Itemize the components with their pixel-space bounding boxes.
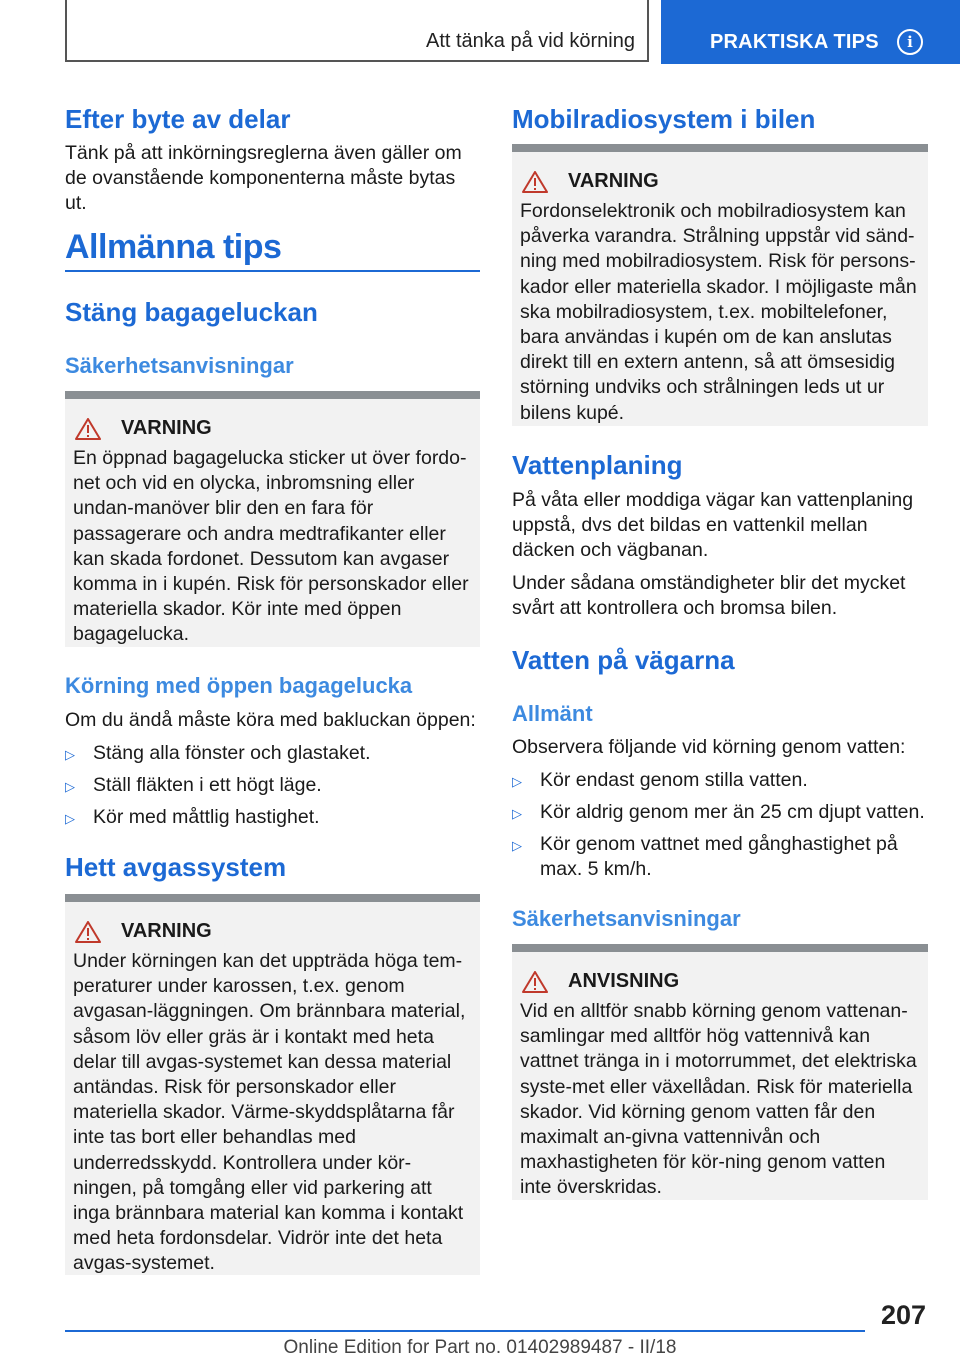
warning-icon (522, 171, 548, 193)
trunk-safety-title: Säkerhetsanvisningar (65, 353, 294, 378)
bullet-triangle-icon: ▷ (512, 838, 522, 853)
open-trunk-intro: Om du ändå måste köra med bakluckan öppen: (65, 709, 476, 731)
open-trunk-section (65, 708, 480, 830)
water-section (512, 735, 928, 882)
section-tab-label[interactable]: PRAKTISKA TIPS (710, 31, 879, 53)
open-trunk-list (65, 741, 480, 830)
warning-label: VARNING (121, 920, 212, 942)
notice-label: ANVISNING (568, 970, 680, 992)
water-notice-box (512, 944, 928, 1200)
list-item: ▷ Stäng alla fönster och glastaket. (65, 741, 480, 766)
exhaust-warning-box (65, 894, 480, 1275)
list-item: ▷ Ställ fläkten i ett högt läge. (65, 773, 480, 798)
edition-text: Online Edition for Part no. 01402989487 - II/18 (283, 1337, 677, 1358)
warning-label: VARNING (568, 170, 659, 192)
page-number: 207 (880, 1300, 926, 1330)
warning-text: Fordonselektronik och mobilradiosystem kan påverka varandra. Strålning uppstår vid sänd-ning med mobilradiosystem. Risk för persons-kador eller materiella skador. I möjligaste mån ska mobilradiosystem, t.ex. mobiltelefoner, bara användas i kupén om de kan anslutas direkt till en extern antenn, så att ömsesidig störning undviks och strålningen leds ut ur bilens kupé. (520, 200, 917, 424)
warning-text: Under körningen kan det uppträda höga tem-peraturer under karossen, t.ex. genom avgasan-läggningen. Om brännbara material, såsom löv eller gräs är i kontakt med heta delar till avgas-systemet kan dessa material antändas. Risk för personskador eller materiella skador. Värme-skyddsplåtarna får inte tas bort eller behandlas med underredsskydd. Kontrollera under kör-ningen, på tomgång eller vid parkering att inga brännbara material kan komma i kontakt med heta fordonsdelar. Vidrör inte det heta avgas-systemet. (73, 950, 466, 1275)
trunk-title: Stäng bagageluckan (65, 297, 318, 327)
general-tips-rule (65, 270, 480, 272)
bullet-triangle-icon: ▷ (512, 806, 522, 821)
bullet-triangle-icon: ▷ (65, 779, 75, 794)
list-item: ▷ Kör aldrig genom mer än 25 cm djupt vatten. (512, 800, 928, 825)
warning-label: VARNING (121, 417, 212, 439)
bullet-triangle-icon: ▷ (65, 747, 75, 762)
chapter-title: Att tänka på vid körning (425, 30, 635, 52)
aquaplaning-title: Vattenplaning (512, 450, 683, 480)
list-item: ▷ Kör genom vattnet med gånghastighet på max. 5 km/h. (512, 833, 898, 880)
bullet-triangle-icon: ▷ (512, 774, 522, 789)
info-icon[interactable]: i (897, 29, 923, 55)
aquaplaning-section (512, 488, 928, 621)
list-item: ▷ Kör endast genom stilla vatten. (512, 768, 928, 793)
water-safety-title: Säkerhetsanvisningar (512, 906, 741, 931)
notice-text: Vid en alltför snabb körning genom vattenan-samlingar med alltför hög vattennivå kan vattnet tränga in i motorrummet, det elektriska syste-met eller växellådan. Risk för materiella skador. Vid körning genom vatten får den maximalt an-givna vattennivån och maxhastigheten för kör-ning genom vatten inte överskridas. (520, 1000, 917, 1199)
after-parts-section (65, 104, 480, 216)
warning-text: En öppnad bagagelucka sticker ut över fordo-net och vid en olycka, inbromsning eller undan-manöver blir den en fara för passagerare och andra medtrafikanter eller kan skada fordonet. Dessutom kan avgaser komma in i kupén. Risk för personskador eller materiella skador. Kör inte med öppen bagagelucka. (73, 447, 469, 646)
mobile-radio-title: Mobilradiosystem i bilen (512, 104, 816, 134)
aquaplaning-text-1: På våta eller moddiga vägar kan vattenplaning uppstå, dvs det bildas en vattenkil mellan däcken och vägbanan. (512, 489, 914, 561)
footer-rule (65, 1330, 865, 1332)
after-parts-text: Tänk på att inkörningsreglerna även gäller om de ovanstående komponenterna måste bytas ut. (65, 142, 462, 214)
open-trunk-title: Körning med öppen bagagelucka (65, 673, 413, 698)
list-item: ▷ Kör med måttlig hastighet. (65, 805, 480, 830)
mobile-radio-warning-box (512, 144, 928, 426)
warning-icon (75, 418, 101, 440)
trunk-warning-box (65, 391, 480, 647)
warning-icon (522, 971, 548, 993)
water-on-road-title: Vatten på vägarna (512, 645, 735, 675)
warning-icon (75, 921, 101, 943)
water-list (512, 768, 928, 882)
water-intro: Observera följande vid körning genom vatten: (512, 736, 906, 758)
general-tips-title: Allmänna tips (65, 228, 282, 266)
hot-exhaust-title: Hett avgassystem (65, 852, 287, 882)
bullet-triangle-icon: ▷ (65, 811, 75, 826)
water-general-title: Allmänt (512, 701, 593, 726)
aquaplaning-text-2: Under sådana omständigheter blir det mycket svårt att kontrollera och bromsa bilen. (512, 572, 906, 619)
after-parts-title: Efter byte av delar (65, 104, 291, 134)
